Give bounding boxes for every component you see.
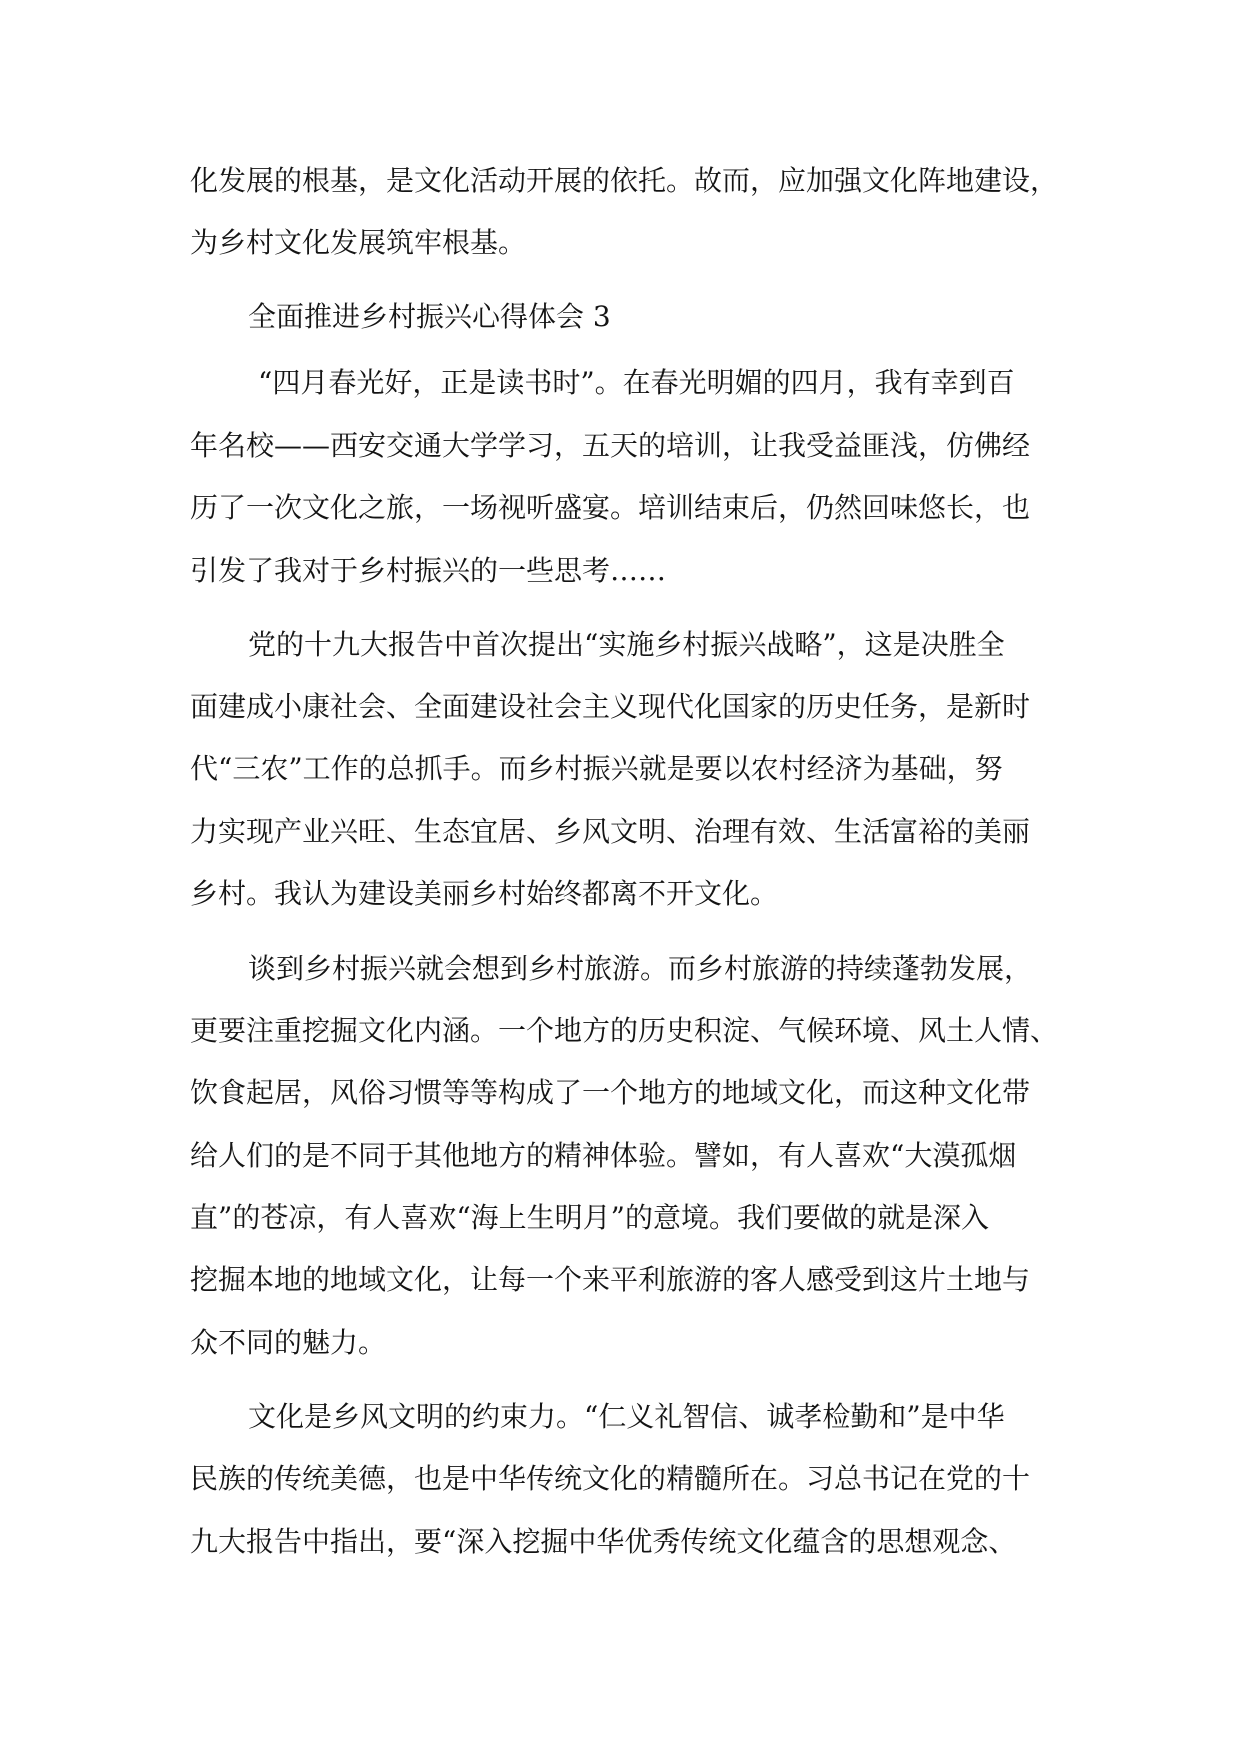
text-line: 代“三农”工作的总抓手。而乡村振兴就是要以农村经济为基础，努 (190, 752, 1003, 785)
text-line: 化发展的根基，是文化活动开展的依托。故而，应加强文化阵地建设， (190, 164, 1059, 197)
text-line: 更要注重挖掘文化内涵。一个地方的历史积淀、气候环境、风土人情、 (190, 1014, 1059, 1047)
text-line: 众不同的魅力。 (190, 1326, 387, 1359)
text-line: 引发了我对于乡村振兴的一些思考…… (190, 554, 667, 587)
text-line: 挖掘本地的地域文化，让每一个来平利旅游的客人感受到这片土地与 (190, 1263, 1031, 1296)
text-line: 饮食起居，风俗习惯等等构成了一个地方的地域文化，而这种文化带 (190, 1076, 1031, 1109)
text-line: 谈到乡村振兴就会想到乡村旅游。而乡村旅游的持续蓬勃发展， (248, 952, 1033, 985)
text-line: 乡村。我认为建设美丽乡村始终都离不开文化。 (190, 877, 779, 910)
text-line: 面建成小康社会、全面建设社会主义现代化国家的历史任务，是新时 (190, 690, 1031, 723)
text-line: 力实现产业兴旺、生态宜居、乡风文明、治理有效、生活富裕的美丽 (190, 815, 1031, 848)
text-line: 历了一次文化之旅，一场视听盛宴。培训结束后，仍然回味悠长，也 (190, 491, 1031, 524)
text-line: 九大报告中指出，要“深入挖掘中华优秀传统文化蕴含的思想观念、 (190, 1525, 1017, 1558)
section-heading: 全面推进乡村振兴心得体会 3 (248, 300, 611, 333)
text-line: 为乡村文化发展筑牢根基。 (190, 226, 527, 259)
text-line: 民族的传统美德，也是中华传统文化的精髓所在。习总书记在党的十 (190, 1462, 1031, 1495)
text-line: 年名校——西安交通大学学习，五天的培训，让我受益匪浅，仿佛经 (190, 429, 1031, 462)
text-line: “四月春光好，正是读书时”。在春光明媚的四月，我有幸到百 (258, 366, 1015, 399)
text-line: 党的十九大报告中首次提出“实施乡村振兴战略”，这是决胜全 (248, 628, 1005, 661)
text-line: 给人们的是不同于其他地方的精神体验。譬如，有人喜欢“大漠孤烟 (190, 1139, 1017, 1172)
text-line: 文化是乡风文明的约束力。“仁义礼智信、诚孝检勤和”是中华 (248, 1400, 1005, 1433)
text-line: 直”的苍凉，有人喜欢“海上生明月”的意境。我们要做的就是深入 (190, 1201, 989, 1234)
